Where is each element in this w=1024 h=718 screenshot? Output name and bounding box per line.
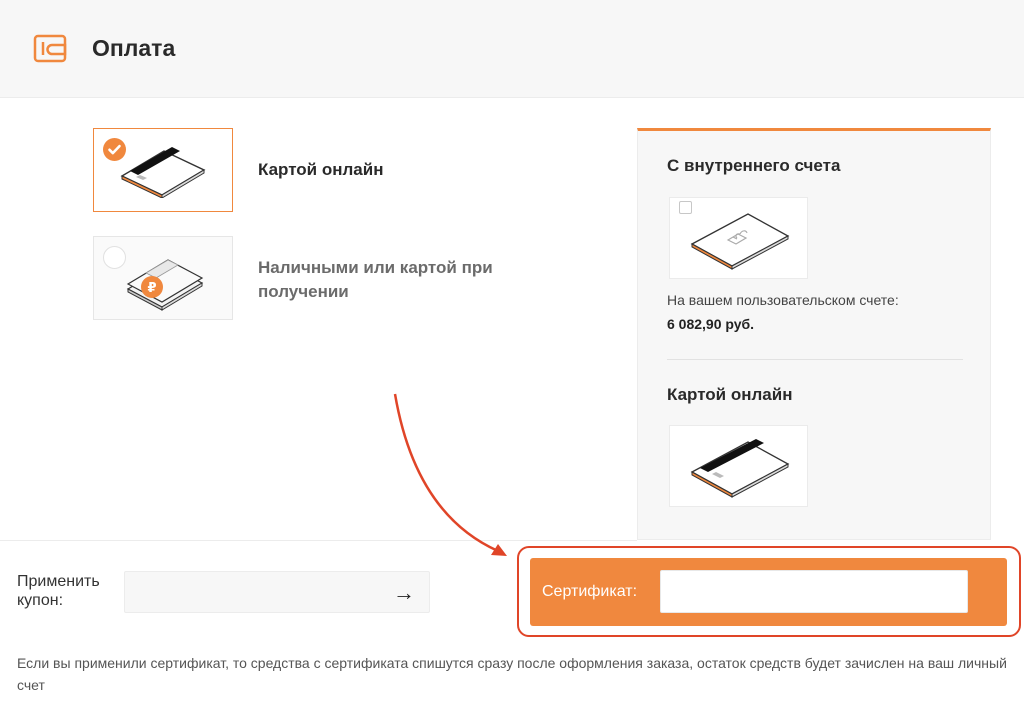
arrow-right-icon[interactable]: → [393, 580, 415, 605]
certificate-input[interactable] [660, 570, 968, 613]
wallet-icon [32, 31, 68, 65]
internal-account-option[interactable] [669, 197, 808, 279]
card-online-panel-option[interactable] [669, 425, 808, 507]
payment-details-panel [637, 128, 991, 540]
card-online-heading: Картой онлайн [667, 385, 793, 404]
balance-value: 6 082,90 руб. [667, 316, 755, 332]
page-header [0, 0, 1024, 98]
gift-card-icon [688, 210, 792, 272]
divider [667, 359, 963, 360]
payment-option-card-online-label: Картой онлайн [258, 160, 384, 179]
certificate-bar [530, 558, 1007, 626]
coupon-label: Применить купон: [17, 573, 100, 609]
payment-option-card-online[interactable] [93, 128, 233, 212]
page-title: Оплата [92, 35, 176, 61]
credit-card-icon [688, 438, 792, 500]
coupon-input[interactable] [124, 571, 430, 613]
svg-text:₽: ₽ [147, 281, 157, 296]
internal-account-heading: С внутреннего счета [667, 156, 841, 175]
certificate-label: Сертификат: [542, 583, 638, 600]
balance-label: На вашем пользовательском счете: [667, 292, 899, 308]
credit-card-icon [118, 146, 208, 198]
certificate-footnote: Если вы применили сертификат, то средства с сертификата спишутся сразу после оформления заказа, остаток средств будет зачислен на ваш личный счет [17, 655, 1007, 693]
section-divider [0, 540, 637, 541]
cash-ruble-icon [118, 251, 208, 311]
payment-option-cash[interactable] [93, 236, 233, 320]
payment-option-cash-label: Наличными или картой при получении [258, 258, 493, 301]
